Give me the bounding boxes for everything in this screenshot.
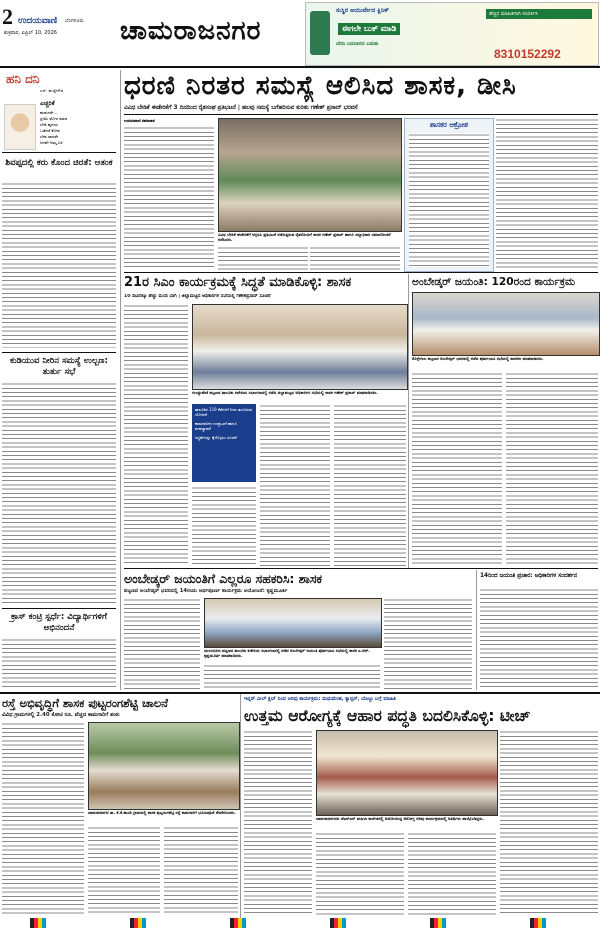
column-rule — [408, 274, 409, 568]
poem-line: ಬೇಡ ಜಾಣರೇ — [40, 134, 59, 139]
story-21-body-col1 — [124, 304, 188, 566]
story-21-body-col3 — [334, 404, 406, 566]
health-body-col3 — [408, 832, 496, 916]
lead-body-col3 — [310, 246, 400, 270]
jagjivan-headline: 14ರಿಂದ ಜಯಂತಿ ಪ್ರಚಾರ: ಅಧಿಕಾರಿಗಳ ಸಂದರ್ಶನ — [480, 573, 577, 579]
poem-line: ಬೇಡಿ ಹೃದಯ — [40, 122, 58, 127]
story-21-photo — [192, 304, 408, 390]
sidebar — [0, 70, 118, 690]
divider — [2, 352, 116, 353]
page-number: 2 — [2, 4, 13, 29]
ambedkar-support-headline: ಅಂಬೇಡ್ಕರ್ ಜಯಂತಿಗೆ ಎಲ್ಲರೂ ಸಹಕರಿಸಿ: ಶಾಸಕ — [124, 571, 322, 586]
lead-subheadline: ವಿವಿಧ ಬೇಡಿಕೆ ಈಡೇರಿಕೆಗೆ 3 ದಿನದಿಂದ ರೈತಸಂಘ ಪ್ರತಿಭಟನೆ | ಹಲವು ಸಮಸ್ಯೆ ಬಗೆಹರಿಸುವ ಕುರಿತು ಗಣೇಶ್ ಪ್ರಸಾದ್ ಭರವಸೆ — [124, 105, 358, 111]
lead-body-col2 — [218, 246, 308, 270]
lead-body-col4 — [496, 118, 598, 270]
story-headline: ಕ್ರಾಸ್ ಕಂಟ್ರಿ ಸ್ಪರ್ಧೆ: ವಿದ್ಯಾರ್ಥಿಗಳಿಗೆ ಅಭಿನಂದನೆ — [11, 612, 107, 633]
ambedkar-120-headline: ಅಂಬೇಡ್ಕರ್ ಜಯಂತಿ: 120ರಂದ ಕಾರ್ಯಕ್ರಮ — [412, 276, 576, 288]
section-title: ಚಾಮರಾಜನಗರ — [120, 16, 262, 46]
highlight-item: ಕಾಮಗಾರಿಗಳ ಉದ್ಘಾಟನೆ ಹಾಗೂ ಶಂಕುಸ್ಥಾಪನೆ — [195, 421, 237, 431]
story-21-body-col4 — [192, 486, 256, 566]
jagjivan-body — [480, 588, 598, 690]
logo-author: ಎಸ್. ಹುಚ್ಚೇಗೌಡ — [40, 88, 64, 93]
ambedkar-120-photo — [412, 292, 600, 356]
road-headline: ರಸ್ತೆ ಅಭಿವೃದ್ಧಿಗೆ ಶಾಸಕ ಪುಟ್ಟರಂಗಶೆಟ್ಟಿ ಚಾಲನೆ — [2, 696, 168, 710]
poem-line: ಪ್ರೀತಿಸಿ ಮೋಸ ಮಾಡ — [40, 116, 67, 121]
advertisement-banner[interactable] — [305, 2, 599, 66]
lead-boxout — [404, 118, 494, 272]
health-photo-caption: ಚಾಮರಾಜನಗರದ ಜೆಎಸ್ಎಸ್ ಮಹಿಳಾ ಕಾಲೇಜಿನಲ್ಲಿ ಆಯೋಜಿಸಿದ್ದ ಆರೋಗ್ಯ ಅರಿವು ಕಾರ್ಯಕ್ರಮದಲ್ಲಿ ಅತಿಥಿಗಳು ಪಾಲ್ಗೊಂಡಿದ್ದರು. — [316, 816, 485, 821]
divider — [2, 152, 116, 153]
story-body — [2, 382, 116, 604]
masthead — [0, 0, 600, 66]
boxout-body — [409, 133, 489, 267]
road-body-col2 — [88, 826, 160, 916]
column-rule — [476, 570, 477, 690]
lead-headline: ಧರಣಿ ನಿರತರ ಸಮಸ್ಯೆ ಆಲಿಸಿದ ಶಾಸಕ, ಡೀಸಿ — [124, 71, 517, 101]
sidebar-column-rule — [120, 70, 121, 690]
road-body-col3 — [164, 826, 238, 916]
lead-photo — [218, 118, 402, 232]
health-body-col2 — [316, 832, 404, 916]
divider — [124, 568, 598, 569]
divider — [124, 272, 598, 273]
city: ಬೆಂಗಳೂರು — [65, 18, 84, 24]
paper-name: ಉದಯವಾಣಿ — [18, 16, 58, 26]
ad-phone-number[interactable]: 8310152292 — [494, 47, 561, 61]
divider — [2, 608, 116, 609]
print-registration-marks — [0, 918, 600, 928]
ambedkar-support-photo — [204, 598, 382, 648]
column-rule — [240, 694, 241, 918]
health-body-col1 — [244, 730, 312, 916]
health-kicker: ಇನ್ನರ್ ವೀಲ್ ಕ್ಲಬ್ ನಿಂದ ಅರಿವು ಕಾರ್ಯಕ್ರಮ: ಮಧುಮೇಹ, ಕ್ಯಾನ್ಸರ್, ಬೊಜ್ಜು ಬಗ್ಗೆ ಮಾಹಿತಿ — [244, 696, 396, 702]
story-21-headline: 21ರ ಸಿಎಂ ಕಾರ್ಯಕ್ರಮಕ್ಕೆ ಸಿದ್ಧತೆ ಮಾಡಿಕೊಳ್ಳಿ: ಶಾಸಕ — [124, 275, 352, 290]
ad-top-line: ಸುಸ್ಥಿರ ಆಯುರ್ವೇದ ಕ್ಲಿನಿಕ್ — [336, 7, 389, 14]
date: ಶುಕ್ರವಾರ, ಏಪ್ರಿಲ್ 10, 2026 — [4, 30, 57, 36]
masthead-rule — [0, 66, 600, 68]
ambedkar-support-photo-caption: ಯಳಂದೂರು ಪಟ್ಟಣದ ತಾಲೂಕು ಕಚೇರಿಯ ಸಭಾಂಗಣದಲ್ಲಿ ನಡೆದ ಅಂಬೇಡ್ಕರ್ ಜಯಂತಿ ಪೂರ್ವಭಾವಿ ಸಭೆಯಲ್ಲಿ ಶಾಸಕ ಎ.ಆರ್. ಕೃಷ್ಣಮೂರ್ತಿ ಮಾತನಾಡಿದರು. — [204, 648, 370, 658]
poem-illustration — [4, 104, 36, 150]
ambedkar-support-body-col2 — [384, 598, 472, 690]
poem-line: ಒಡೆದರೆ ಕೋಪ — [40, 128, 60, 133]
highlight-item: ಸಿದ್ಧತೆಗಳನ್ನು ಕೈಗೊಳ್ಳಲು ಸೂಚನೆ — [195, 435, 237, 440]
road-subheadline: ವಿವಿಧ ಗ್ರಾಮಗಳಲ್ಲಿ 2.40 ಕೋಟಿ ರೂ. ವೆಚ್ಚದ ಕಾಮಗಾರಿಗೆ ಶಂಕು — [2, 712, 120, 718]
poem-line: ಹುಡುಗರೇ... — [40, 110, 58, 115]
story-21-highlights — [192, 404, 256, 482]
road-photo — [88, 722, 240, 810]
poem-title: ಎಚ್ಚರಿಕೆ — [40, 100, 55, 107]
ambedkar-support-body-col1 — [124, 598, 200, 690]
ad-phone-image — [310, 11, 330, 55]
ambedkar-support-subheadline: ಪಟ್ಟಣದ ಅಂಬೇಡ್ಕರ್ ಭವನದಲ್ಲಿ 14ರಂದು ಅರ್ಥಪೂರ್ಣ ಕಾರ್ಯಕ್ರಮ ಆಯೋಜನೆ: ಕೃಷ್ಣಮೂರ್ತಿ — [124, 588, 288, 594]
ambedkar-120-body-col1 — [412, 372, 502, 566]
road-body-col1 — [2, 722, 84, 916]
ambedkar-120-body-col2 — [506, 372, 598, 566]
story-body — [2, 638, 116, 688]
ambedkar-120-photo-caption: ಕೊಳ್ಳೇಗಾಲ ಪಟ್ಟಣದ ಅಂಬೇಡ್ಕರ್ ಭವನದಲ್ಲಿ ನಡೆದ ಪೂರ್ವಭಾವಿ ಸಭೆಯಲ್ಲಿ ಶಾಸಕರು ಮಾತನಾಡಿದರು. — [412, 356, 544, 361]
poem-line: ಜಗವೇ ನಿಮ್ಮ ಬಳಿ — [40, 140, 63, 145]
boxout-title: ಶಾಸಕರ ಆಕ್ರೋಶ — [430, 121, 468, 129]
lead-photo-caption: ವಿವಿಧ ಬೇಡಿಕೆ ಈಡೇರಿಕೆಗೆ ಆಗ್ರಹಿಸಿ ಪ್ರತಿಭಟನೆ ನಡೆಸುತ್ತಿರುವ ರೈತರೊಂದಿಗೆ ಶಾಸಕ ಗಣೇಶ್ ಪ್ರಸಾದ್ ಹಾಗೂ ಜಿಲ್ಲಾಧಿಕಾರಿ ಸಮಾಲೋಚನೆ ನಡೆಸಿದರು. — [218, 232, 391, 242]
lead-body-col1 — [124, 126, 214, 270]
ad-right-text: ಹೆಚ್ಚಿನ ಮಾಹಿತಿಗಾಗಿ ಸಂಪರ್ಕಿಸಿ — [486, 9, 592, 19]
health-body-col4 — [500, 730, 598, 916]
highlight-item: ತಾಲೂಕಿನ 119 ಕೆರೆಗಳಿಗೆ ನೀರು ತುಂಬಿಸುವ ಯೋಜನೆ — [195, 407, 252, 417]
story-21-body-col2 — [260, 404, 330, 566]
road-photo-caption: ಚಾಮರಾಜನಗರ ತಾ. ಕೆ.ಕೆ.ಹುಂಡಿ ಗ್ರಾಮದಲ್ಲಿ ಶಾಸಕ ಪುಟ್ಟರಂಗಶೆಟ್ಟಿ ರಸ್ತೆ ಕಾಮಗಾರಿಗೆ ಭೂಮಿಪೂಜೆ ನೆರವೇರಿಸಿದರು. — [88, 810, 236, 815]
hani-dani-logo: ಹನಿ ದನಿ — [6, 72, 40, 86]
health-headline: ಉತ್ತಮ ಆರೋಗ್ಯಕ್ಕೆ ಆಹಾರ ಪದ್ಧತಿ ಬದಲಿಸಿಕೊಳ್ಳಿ: ಟೀಚ್ — [244, 707, 531, 725]
story-body — [2, 182, 116, 348]
ambedkar-support-body-col3 — [204, 664, 380, 690]
story-21-photo-caption: ಗುಂಡ್ಲುಪೇಟೆ ಪಟ್ಟಣದ ತಾಲೂಕು ಕಚೇರಿಯ ಸಭಾಂಗಣದಲ್ಲಿ ನಡೆದ ಜಿಲ್ಲಾಮಟ್ಟದ ಅಧಿಕಾರಿಗಳ ಸಭೆಯಲ್ಲಿ ಶಾಸಕ ಗಣೇಶ್ ಪ್ರಸಾದ್ ಮಾತನಾಡಿದರು. — [192, 390, 378, 395]
story-21-subheadline: 10 ಸಾವಿರಕ್ಕೂ ಹೆಚ್ಚು ಮಂದಿ ಭಾಗಿ | ಜಿಲ್ಲಾಮಟ್ಟದ ಅಧಿಕಾರಿಗಳ ಸಭೆಯಲ್ಲಿ ಗಣೇಶಪ್ರಸಾದ್ ಸೂಚನೆ — [124, 294, 271, 299]
story-headline: ಶಿವಪ್ಪದಲ್ಲಿ ಕರು ಕೊಂದ ಚಿರತೆ: ಆತಂಕ — [5, 158, 113, 168]
ad-brand: ಈಗಲೇ ಬುಕ್ ಮಾಡಿ — [338, 23, 400, 35]
story-headline: ಕುಡಿಯುವ ನೀರಿನ ಸಮಸ್ಯೆ ಉಲ್ಬಣ: ತುರ್ತು ಸಭೆ — [10, 356, 108, 377]
lead-dateline: ಉದಯವಾಣಿ ಸಮಾಚಾರ — [124, 118, 155, 123]
ad-bottom-line: ಬೇರು ಬದಲಾಗದ ಬದುಕು — [336, 41, 379, 47]
divider — [124, 114, 598, 115]
health-photo — [316, 730, 498, 816]
